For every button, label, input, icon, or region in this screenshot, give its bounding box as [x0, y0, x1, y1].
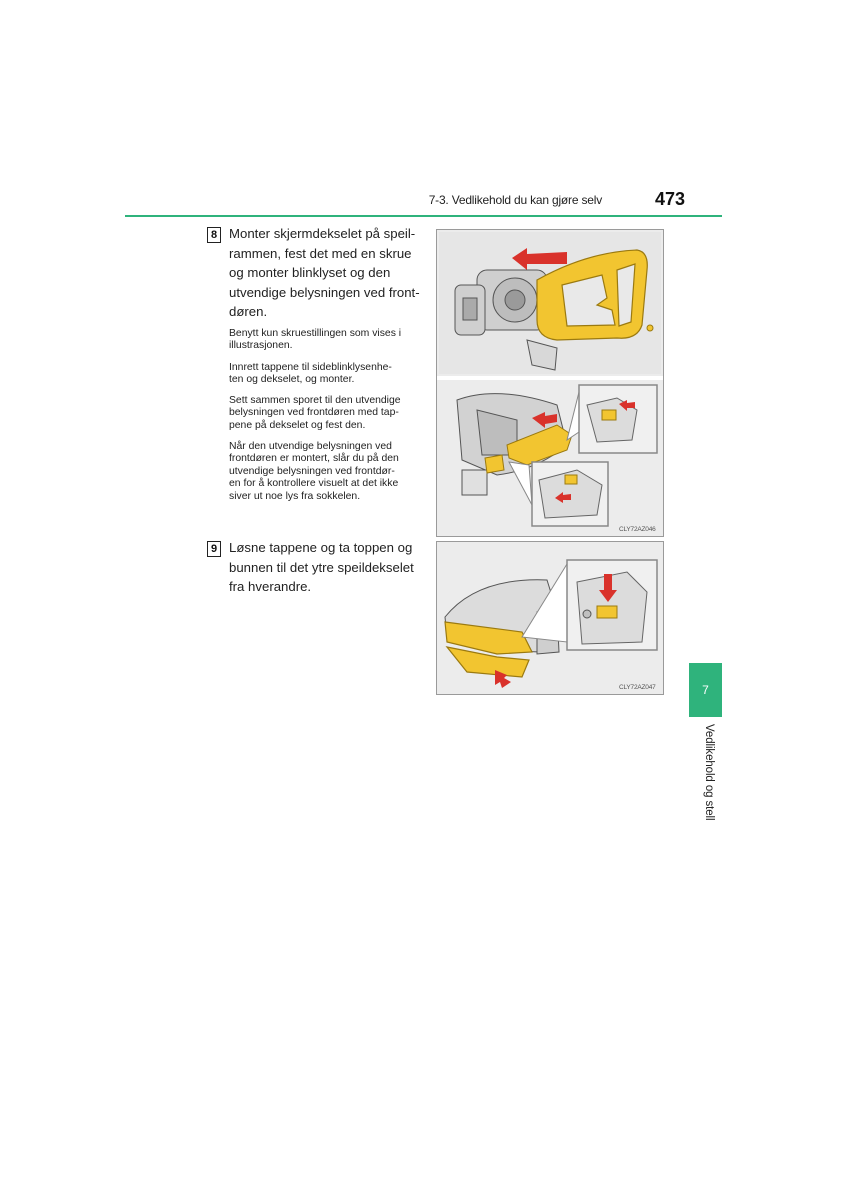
step-8-line: rammen, fest det med en skrue: [229, 245, 412, 261]
note-line: Innrett tappene til sideblinklysenhe-: [229, 362, 392, 373]
chapter-title-vertical: Vedlikehold og stell: [703, 724, 715, 821]
step-9-line: fra hverandre.: [229, 579, 312, 594]
note-line: Når den utvendige belysningen ved: [229, 441, 392, 452]
page-number: 473: [654, 189, 685, 209]
screw-icon: [647, 325, 653, 331]
detail-inset-1: [567, 385, 657, 453]
mirror-illustration-2: [437, 542, 663, 694]
note-line: pene på dekselet og fest den.: [229, 419, 366, 431]
figure-step-8: [436, 229, 664, 537]
chapter-tab: 7: [689, 663, 722, 717]
section-title: 7-3. Vedlikehold du kan gjøre selv: [428, 193, 602, 207]
step-9-text: [229, 538, 424, 597]
step-8-line: døren.: [229, 304, 268, 319]
step-8-note-3: [229, 395, 425, 432]
note-line: frontdøren er montert, slår du på den: [229, 453, 399, 465]
step-number-8: 8: [207, 227, 221, 243]
note-line: en for å kontrollere visuelt at det ikke: [229, 478, 399, 490]
note-line: ten og dekselet, og monter.: [229, 374, 355, 386]
step-8-line: utvendige belysningen ved front-: [229, 284, 420, 300]
step-number-9: 9: [207, 541, 221, 557]
note-line: Sett sammen sporet til den utvendige: [229, 395, 401, 406]
step-9-line: Løsne tappene og ta toppen og: [229, 540, 413, 555]
note-line: illustrasjonen.: [229, 340, 293, 352]
mirror-illustration-1: [437, 230, 663, 536]
step-8-note-1: [229, 328, 425, 353]
step-8-note-2: [229, 362, 425, 387]
figure-step-9: [436, 541, 664, 695]
step-8-text: [229, 224, 424, 322]
figure-code-1: CLY72AZ046: [619, 526, 656, 533]
step-8-line: Monter skjermdekselet på speil-: [229, 226, 416, 241]
figure-code-2: CLY72AZ047: [619, 684, 656, 691]
step-9-line: bunnen til det ytre speildekselet: [229, 559, 414, 575]
header-rule: [125, 215, 722, 217]
note-line: siver ut noe lys fra sokkelen.: [229, 490, 361, 502]
step-8-note-4: [229, 441, 425, 503]
note-line: Benytt kun skruestillingen som vises i: [229, 328, 402, 339]
note-line: utvendige belysningen ved frontdør-: [229, 465, 395, 477]
step-8-line: og monter blinklyset og den: [229, 265, 391, 280]
note-line: belysningen ved frontdøren med tap-: [229, 407, 399, 419]
